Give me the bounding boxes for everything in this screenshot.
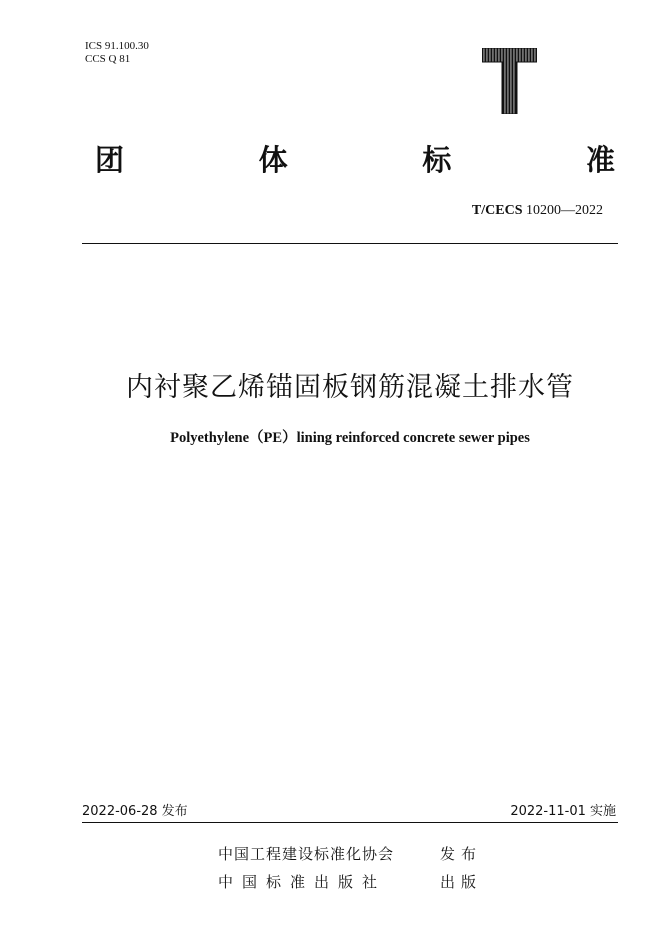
standard-number	[472, 203, 603, 219]
standard-number-value: 10200—2022	[526, 203, 603, 218]
standard-type-logo	[482, 48, 537, 114]
category-char-2: 体	[258, 143, 288, 177]
ics-code: ICS 91.100.30	[85, 40, 149, 52]
publisher-name: 中国标准出版社	[218, 873, 387, 891]
standard-number-prefix: T/CECS	[471, 203, 523, 218]
issuer-name: 中国工程建设标准化协会	[218, 845, 395, 863]
implementation-date: 2022-11-01 实施	[510, 804, 616, 819]
standard-category-title	[95, 140, 615, 180]
ccs-code: CCS Q 81	[85, 53, 131, 65]
category-char-1: 团	[95, 143, 125, 177]
t-letter-icon	[482, 48, 537, 114]
publisher-role: 出版	[440, 873, 483, 891]
issuer-role: 发布	[440, 845, 483, 863]
bottom-divider	[82, 822, 618, 823]
category-char-4: 准	[585, 143, 615, 177]
issue-date: 2022-06-28 发布	[82, 804, 188, 819]
classification-codes	[85, 40, 149, 66]
top-divider	[82, 243, 618, 244]
title-chinese: 内衬聚乙烯锚固板钢筋混凝土排水管	[126, 372, 574, 403]
category-char-3: 标	[422, 143, 452, 177]
title-english: Polyethylene（PE）lining reinforced concrete sewer pipes	[170, 430, 530, 446]
